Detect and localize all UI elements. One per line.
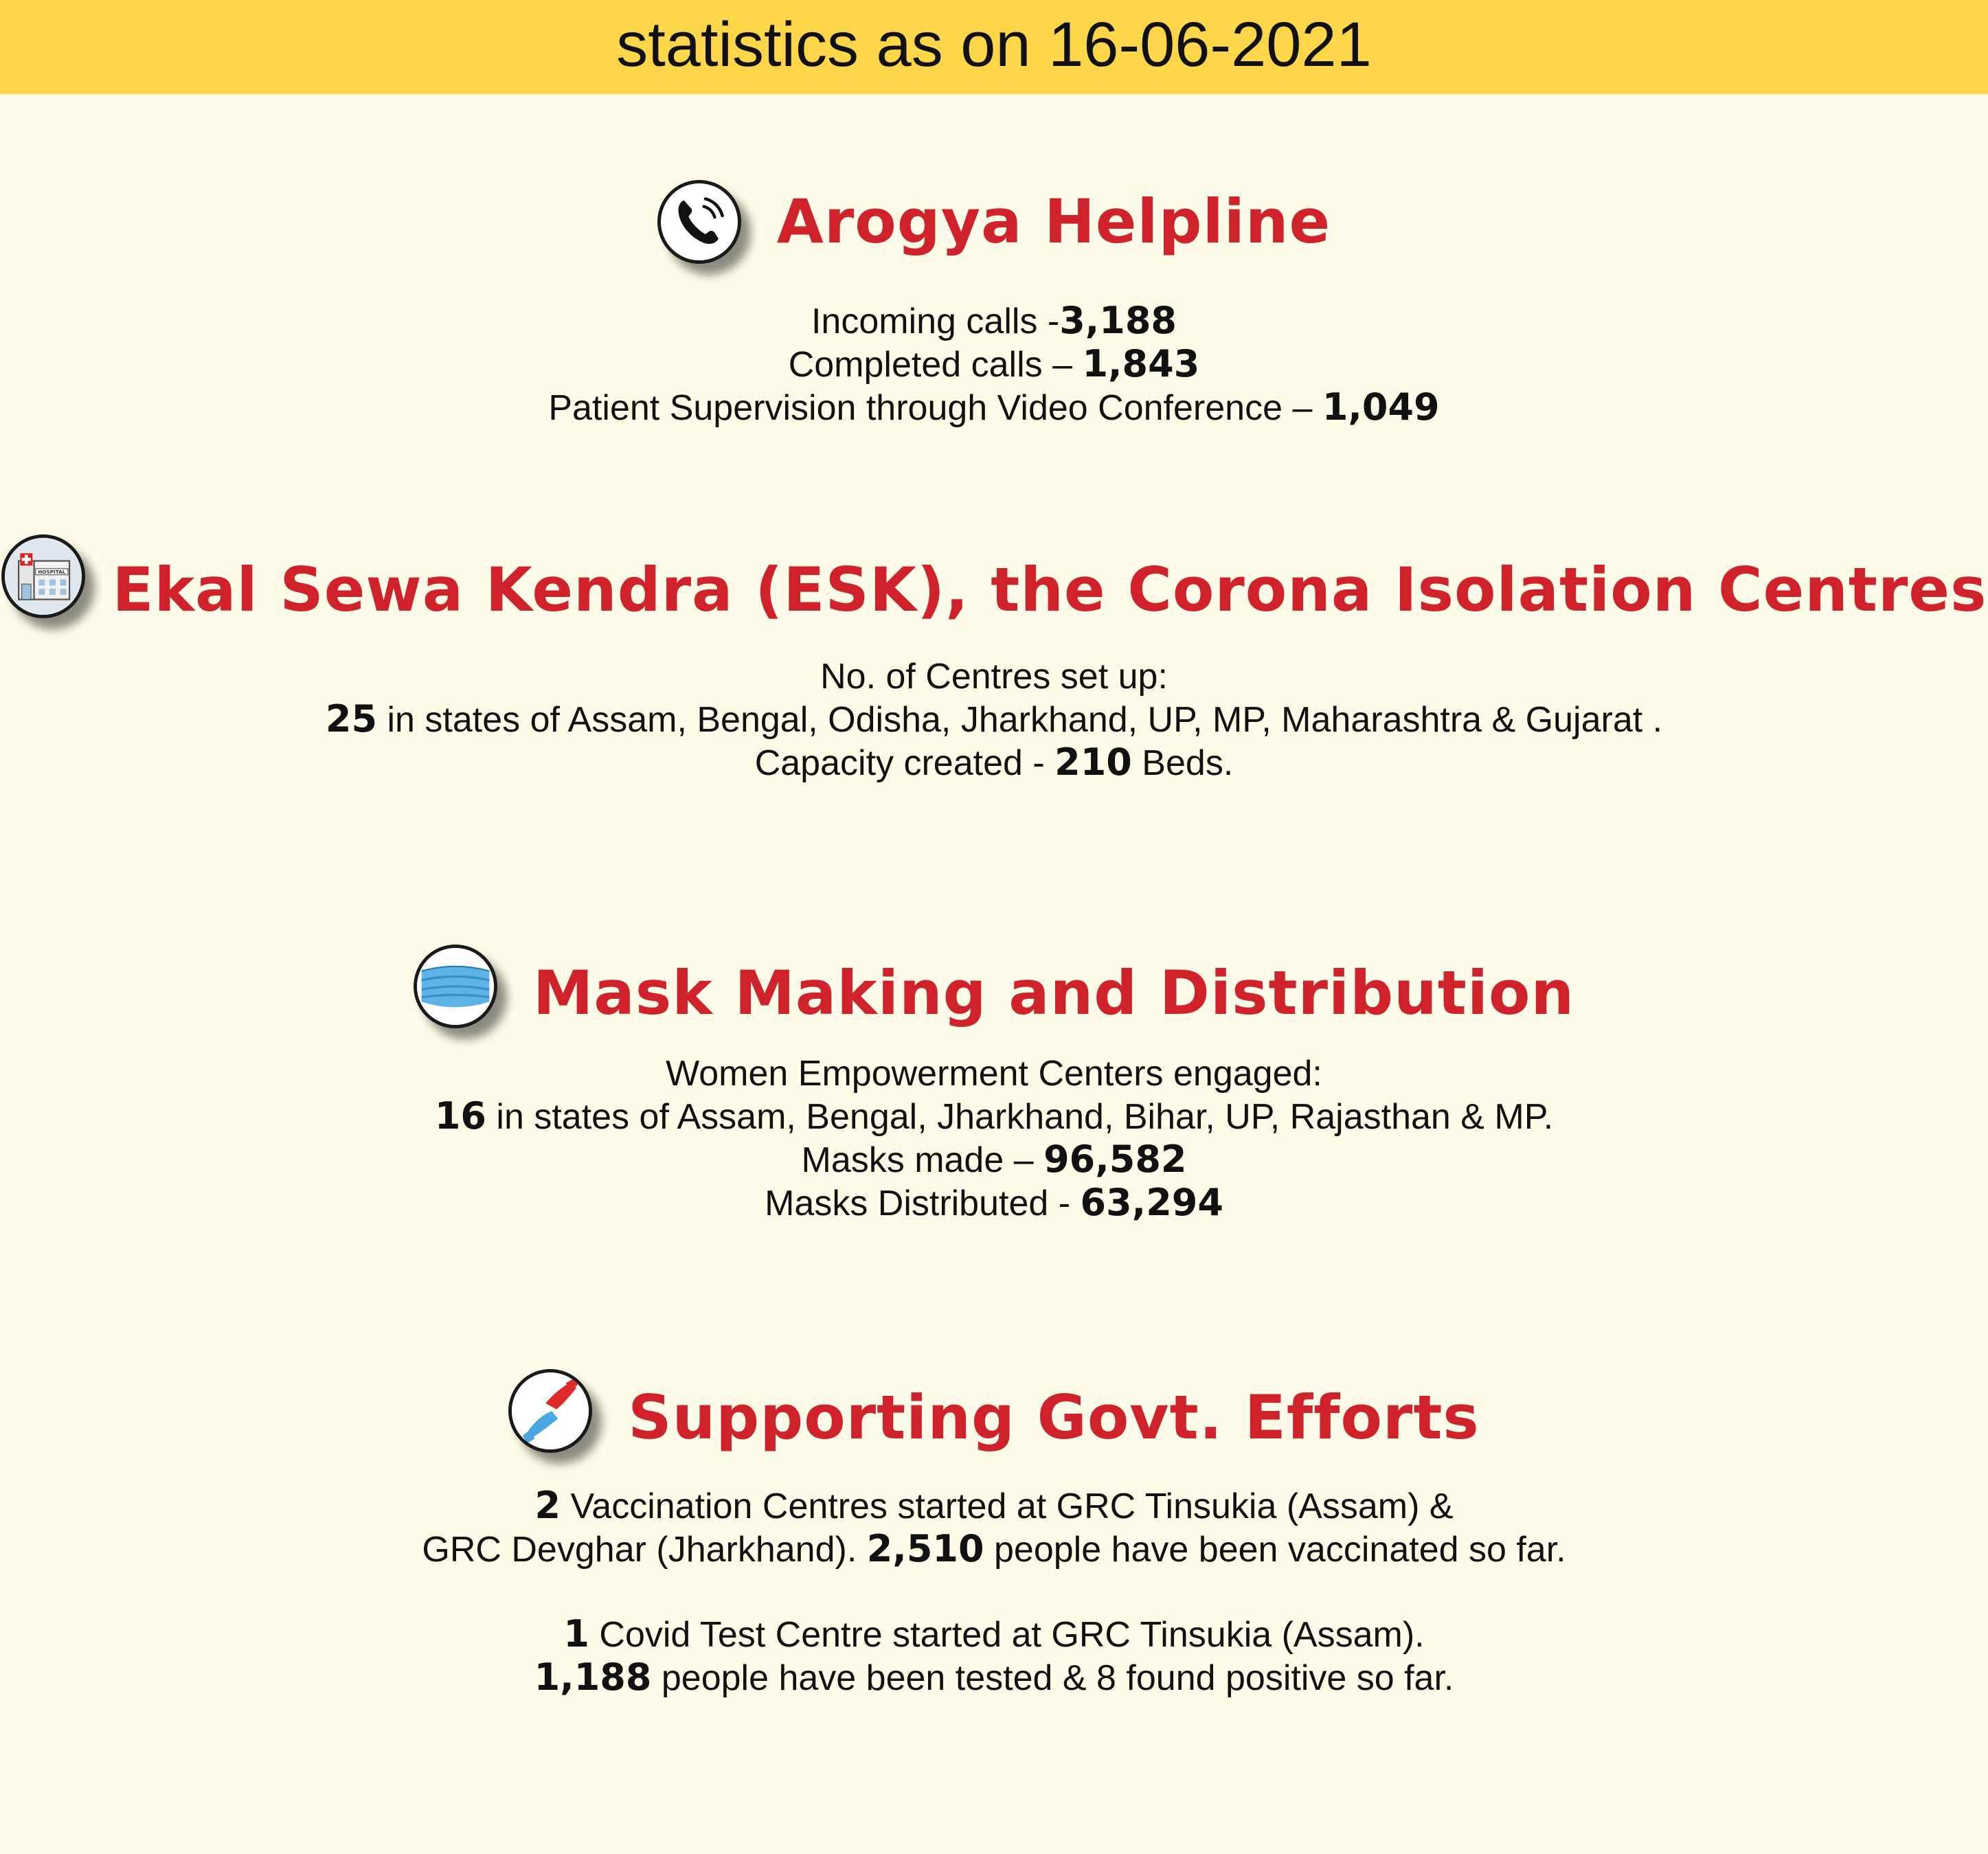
stat-text: Capacity created - bbox=[754, 743, 1055, 783]
section-heading bbox=[0, 1383, 1988, 1453]
stat-value: 2,510 bbox=[866, 1527, 984, 1570]
section-ekal-sewa-kendra bbox=[0, 554, 1988, 784]
stat-line bbox=[0, 1656, 1988, 1699]
stat-line bbox=[0, 741, 1988, 784]
stat-value: 1,843 bbox=[1082, 342, 1200, 385]
stat-value: 1 bbox=[563, 1612, 589, 1655]
section-title: Arogya Helpline bbox=[776, 186, 1331, 257]
stat-text: Masks made – bbox=[801, 1140, 1044, 1180]
stat-line bbox=[0, 1528, 1988, 1571]
phone-icon bbox=[657, 180, 741, 264]
stat-line bbox=[0, 386, 1988, 429]
stat-value: 63,294 bbox=[1080, 1181, 1223, 1224]
stat-text: No. of Centres set up: bbox=[820, 657, 1168, 697]
stats-lines bbox=[0, 656, 1988, 784]
stat-text: Completed calls – bbox=[788, 345, 1083, 385]
section-mask-making bbox=[0, 958, 1988, 1225]
stats-lines bbox=[0, 299, 1988, 429]
mask-icon bbox=[414, 945, 497, 1028]
stat-line bbox=[0, 1613, 1988, 1656]
stat-text: people have been tested & 8 found positive so far. bbox=[651, 1658, 1454, 1698]
section-heading bbox=[0, 554, 1988, 625]
stat-text: Patient Supervision through Video Conference – bbox=[548, 388, 1322, 428]
stat-value: 25 bbox=[325, 697, 378, 741]
section-heading bbox=[0, 958, 1988, 1028]
stat-text: Masks Distributed - bbox=[765, 1184, 1081, 1223]
stats-lines bbox=[0, 1484, 1988, 1699]
stat-text: people have been vaccinated so far. bbox=[984, 1530, 1566, 1570]
stat-line bbox=[0, 343, 1988, 386]
stats-lines bbox=[0, 1053, 1988, 1225]
section-title: Mask Making and Distribution bbox=[532, 958, 1575, 1028]
stat-line bbox=[0, 299, 1988, 343]
stat-value: 96,582 bbox=[1043, 1138, 1187, 1181]
section-arogya-helpline bbox=[0, 180, 1988, 429]
stat-text: in states of Assam, Bengal, Odisha, Jharkhand, UP, MP, Maharashtra & Gujarat . bbox=[377, 700, 1663, 740]
paragraph-gap bbox=[0, 1571, 1988, 1613]
stat-line bbox=[0, 1182, 1988, 1225]
hospital-icon bbox=[1, 534, 85, 618]
section-heading bbox=[0, 180, 1988, 264]
stat-value: 2 bbox=[534, 1484, 561, 1527]
helping-hands-icon bbox=[508, 1369, 592, 1453]
stat-line bbox=[0, 1138, 1988, 1182]
section-supporting-govt-efforts bbox=[0, 1383, 1988, 1699]
stat-value: 1,188 bbox=[534, 1655, 652, 1699]
svg-text:HOSPITAL: HOSPITAL bbox=[37, 569, 65, 576]
section-title: Ekal Sewa Kendra (ESK), the Corona Isolation Centres bbox=[112, 554, 1987, 625]
section-title: Supporting Govt. Efforts bbox=[628, 1382, 1480, 1453]
stat-line bbox=[0, 698, 1988, 741]
stat-text: Vaccination Centres started at GRC Tinsukia (Assam) & bbox=[561, 1486, 1454, 1526]
stat-value: 3,188 bbox=[1059, 299, 1177, 342]
header-bar bbox=[0, 0, 1988, 94]
stat-line bbox=[0, 1484, 1988, 1528]
stat-value: 210 bbox=[1054, 741, 1132, 784]
stat-text: Incoming calls - bbox=[811, 302, 1060, 341]
page-title: statistics as on 16-06-2021 bbox=[616, 9, 1372, 80]
stat-text: Beds. bbox=[1131, 743, 1234, 783]
stat-line bbox=[0, 1053, 1988, 1095]
stat-text: Covid Test Centre started at GRC Tinsukia (Assam). bbox=[589, 1615, 1425, 1655]
stat-line bbox=[0, 1095, 1988, 1138]
stat-text: Women Empowerment Centers engaged: bbox=[666, 1054, 1322, 1094]
stat-text: in states of Assam, Bengal, Jharkhand, Bihar, UP, Rajasthan & MP. bbox=[486, 1097, 1554, 1137]
stat-text: GRC Devghar (Jharkhand). bbox=[422, 1530, 867, 1570]
stat-value: 1,049 bbox=[1322, 385, 1440, 429]
stat-line bbox=[0, 656, 1988, 698]
stat-value: 16 bbox=[434, 1094, 486, 1138]
